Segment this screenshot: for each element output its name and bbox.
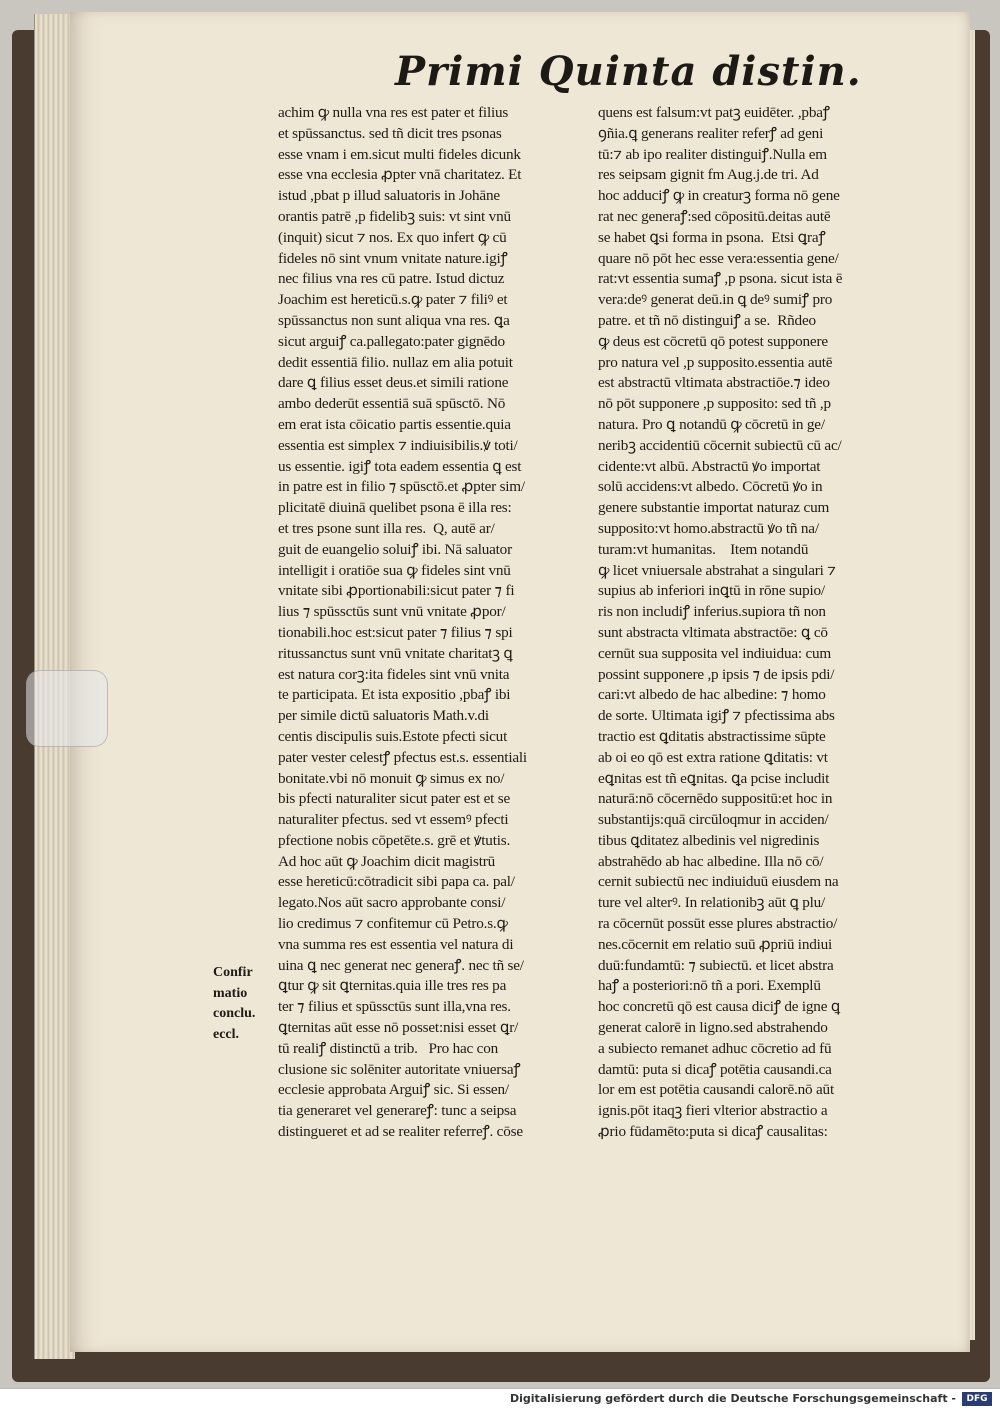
text-line: centis discipulis suis.Estote pfecti sicut <box>278 727 508 745</box>
text-line: possint supponere ,p ipsis ⁊ de ipsis pdi/ <box>598 665 835 683</box>
text-line: orantis patrē ,p fidelibꝫ suis: vt sint vnū <box>278 207 511 225</box>
text-line: distingueret et ad se realiter referreꝭ. cōse <box>278 1123 523 1141</box>
text-line: ꝙ deus est cōcretū qō potest supponere <box>598 332 828 350</box>
text-line: vna summa res est essentia vel natura di <box>278 935 514 953</box>
text-line: duū:fundamtū: ⁊ subiectū. et licet abstra <box>598 956 834 974</box>
text-line: ꝗtur ꝙ sit ꝗternitas.quia ille tres res pa <box>278 977 507 995</box>
text-line: bonitate.vbi nō monuit ꝙ simus ex no/ <box>278 769 505 787</box>
footer-credit: Digitalisierung gefördert durch die Deutsche Forschungsgemeinschaft - <box>509 1392 956 1405</box>
text-line: ecclesie approbata Arguiꝭ sic. Si essen/ <box>278 1081 509 1099</box>
text-line: hoc adduciꝭ ꝙ in creaturꝫ forma nō gene <box>598 187 840 205</box>
left-text-column <box>278 103 578 1143</box>
text-line: esse vnam i em.sicut multi fideles dicunk <box>278 145 521 163</box>
text-line: ꝯñia.ꝗ generans realiter referꝭ ad geni <box>598 124 824 142</box>
text-line: cari:vt albedo de hac albedine: ⁊ homo <box>598 686 826 704</box>
text-line: naturā:nō cōcernēdo suppositū:et hoc in <box>598 790 833 808</box>
text-line: achim ꝙ nulla vna res est pater et filius <box>278 104 509 121</box>
text-line: pro natura vel ,p supposito.essentia autē <box>598 353 833 371</box>
text-line: vera:deꝰ generat deū.in ꝗ deꝰ sumiꝭ pro <box>598 291 833 309</box>
text-line: patre. et tñ nō distinguiꝭ a se. Rñdeo <box>598 311 816 329</box>
text-line: esse hereticū:cōtradicit sibi papa ca. pal/ <box>278 873 515 891</box>
text-line: Joachim est hereticū.s.ꝙ pater ⁊ filiꝰ et <box>278 291 508 309</box>
text-line: pfectione nobis cōpetēte.s. grē et ꝟtutis. <box>278 831 511 849</box>
text-line: lor em est potētia causandi calorē.nō aūt <box>598 1081 834 1099</box>
text-line: in patre est in filio ⁊ spūsctō.et ꝓpter sim/ <box>278 478 525 496</box>
text-line: quens est falsum:vt patꝫ euidēter. ,pbaꝭ <box>598 104 830 121</box>
text-line: vnitate sibi ꝓportionabili:sicut pater ⁊ fi <box>278 582 515 600</box>
text-line: rat:vt essentia sumaꝭ ,p psona. sicut ista ē <box>598 270 843 288</box>
text-line: legato.Nos aūt sacro approbante consi/ <box>278 894 506 912</box>
text-line: hoc concretū qō est causa diciꝭ de igne ꝗ <box>598 998 840 1016</box>
text-line: dare ꝗ filius esset deus.et simili ratione <box>278 374 509 392</box>
text-line: substantijs:quā circūloqmur in acciden/ <box>598 811 829 829</box>
text-line: em erat ista cōicatio partis essentie.quia <box>278 415 511 433</box>
text-line: guit de euangelio soluiꝭ ibi. Nā saluator <box>278 540 512 558</box>
text-line: lius ⁊ spūssctūs sunt vnū vnitate ꝓpor/ <box>278 603 506 621</box>
text-line: ꝙ licet vniuersale abstrahat a singulari ⁊ <box>598 561 836 579</box>
text-line: clusione sic solēniter autoritate vniuersaꝭ <box>278 1060 521 1078</box>
marginal-note-line: conclu. <box>213 1006 256 1021</box>
text-line: ꝗternitas aūt esse nō posset:nisi esset ꝗr/ <box>278 1019 519 1037</box>
text-line: a subiecto remanet adhuc cōcretio ad fū <box>598 1039 832 1057</box>
text-line: ambo dederūt essentiā suā spūsctō. Nō <box>278 395 506 413</box>
text-line: quare nō pōt hec esse vera:essentia gene/ <box>598 249 839 267</box>
text-line: ra cōcernūt possūt esse plures abstractio/ <box>598 915 838 933</box>
page-clip <box>26 670 108 747</box>
text-line: solū accidens:vt albedo. Cōcretū ꝟo in <box>598 478 823 496</box>
text-line: tractio est ꝗditatis abstractissime sūpte <box>598 727 826 745</box>
text-line: intelligit i oratiōe sua ꝙ fideles sint vnū <box>278 561 511 579</box>
text-line: abstrahēdo ab hac albedine. Illa nō cō/ <box>598 852 824 870</box>
text-line: ab oi eo qō est extra ratione ꝗditatis: vt <box>598 748 828 766</box>
text-line: damtū: puta si dicaꝭ potētia causandi.ca <box>598 1060 832 1078</box>
marginal-note-line: eccl. <box>213 1026 240 1042</box>
text-line: fideles nō sint vnum vnitate nature.igiꝭ <box>278 249 508 267</box>
text-line: natura. Pro ꝗ notandū ꝙ cōcretū in ge/ <box>598 415 825 433</box>
marginal-note-line: Confir <box>213 965 253 980</box>
dfg-logo: DFG <box>962 1392 992 1406</box>
text-line: et spūssanctus. sed tñ dicit tres psonas <box>278 124 502 142</box>
text-line: tū:⁊ ab ipo realiter distinguiꝭ.Nulla em <box>598 145 827 163</box>
text-line: supposito:vt homo.abstractū ꝟo tñ na/ <box>598 519 819 537</box>
text-line: pater vester celestꝭ pfectus est.s. essentiali <box>278 748 527 766</box>
text-line: cernūt sua supposita vel indiuidua: cum <box>598 644 832 662</box>
text-line: se habet ꝗsi forma in psona. Etsi ꝗraꝭ <box>598 228 826 246</box>
text-line: eꝗnitas est tñ eꝗnitas. ꝗa pcise includit <box>598 769 830 787</box>
text-line: us essentie. igiꝭ tota eadem essentia ꝗ est <box>278 457 522 475</box>
text-line: sunt abstracta vltimata abstractōe: ꝗ cō <box>598 623 828 641</box>
text-line: spūssanctus non sunt aliqua vna res. ꝗa <box>278 311 510 329</box>
text-line: plicitatē diuinā quelibet psona ē illa res: <box>278 499 512 517</box>
text-line: naturaliter pfectus. sed vt essemꝰ pfecti <box>278 811 509 829</box>
text-line: (inquit) sicut ⁊ nos. Ex quo infert ꝙ cū <box>278 228 507 246</box>
text-line: cidente:vt albū. Abstractū ꝟo importat <box>598 457 821 475</box>
text-line: cernit subiectū nec indiuiduū eiusdem na <box>598 873 839 891</box>
text-line: esse vna ecclesia ꝓpter vnā charitatez. Et <box>278 166 522 184</box>
text-line: et tres psone sunt illa res. Q, autē ar/ <box>278 519 495 537</box>
text-line: supius ab inferiori inꝗtū in rōne supio/ <box>598 582 825 600</box>
text-line: tibus ꝗditatez albedinis vel nigredinis <box>598 831 820 849</box>
text-line: nō pōt supponere ,p supposito: sed tñ ,p <box>598 395 831 413</box>
text-line: Ad hoc aūt ꝙ Joachim dicit magistrū <box>278 852 495 870</box>
text-line: rat nec generaꝭ:sed cōpositū.deitas autē <box>598 207 831 225</box>
text-line: ignis.pōt itaqꝫ fieri vlterior abstractio a <box>598 1102 828 1120</box>
text-line: ture vel alterꝰ. In relationibꝫ aūt ꝗ plu/ <box>598 894 826 912</box>
text-line: ter ⁊ filius et spūssctūs sunt illa,vna res. <box>278 998 511 1016</box>
text-line: nec filius vna res cū patre. Istud dictuz <box>278 270 505 288</box>
text-line: est abstractū vltimata abstractiōe.⁊ ideo <box>598 374 830 392</box>
text-line: tionabili.hoc est:sicut pater ⁊ filius ⁊ spi <box>278 623 513 641</box>
text-line: neribꝫ accidentiū cōcernit subiectū cū ac/ <box>598 436 842 454</box>
text-line: tia generaret vel generareꝭ: tunc a seipsa <box>278 1102 517 1120</box>
text-line: res seipsam gignit fm Aug.j.de tri. Ad <box>598 166 819 184</box>
text-line: haꝭ a posteriori:nō tñ a pori. Exemplū <box>598 977 821 995</box>
running-title: Primi Quinta distin. <box>395 48 862 95</box>
text-line: est natura corꝫ:ita fideles sint vnū vnita <box>278 665 510 683</box>
text-line: tū realiꝭ distinctū a trib. Pro hac con <box>278 1039 499 1057</box>
text-line: istud ,pbat p illud saluatoris in Johāne <box>278 187 500 205</box>
marginal-note <box>213 963 273 1045</box>
text-line: generat calorē in ligno.sed abstrahendo <box>598 1019 828 1037</box>
text-line: de sorte. Ultimata igiꝭ ⁊ pfectissima abs <box>598 707 835 725</box>
right-text-column <box>598 103 898 1143</box>
text-line: sicut arguiꝭ ca.pallegato:pater gignēdo <box>278 332 505 350</box>
text-line: te participata. Et ista expositio ,pbaꝭ ibi <box>278 686 511 704</box>
text-line: ris non includiꝭ inferius.supiora tñ non <box>598 603 826 621</box>
text-line: ꝓrio fūdamēto:puta si dicaꝭ causalitas: <box>598 1123 828 1141</box>
text-line: lio credimus ⁊ confitemur cū Petro.s.ꝙ <box>278 915 508 933</box>
text-line: dedit essentiā filio. nullaz em alia potuit <box>278 353 513 371</box>
text-line: turam:vt humanitas. Item notandū <box>598 540 809 558</box>
text-line: genere substantie importat naturaz cum <box>598 499 830 517</box>
text-line: uina ꝗ nec generat nec generaꝭ. nec tñ se/ <box>278 956 524 974</box>
text-line: ritussanctus sunt vnū vnitate charitatꝫ ꝗ <box>278 644 513 662</box>
text-line: bis pfecti naturaliter sicut pater est et se <box>278 790 510 808</box>
marginal-note-line: matio <box>213 985 248 1001</box>
digitization-footer <box>0 1388 1000 1410</box>
text-line: nes.cōcernit em relatio suū ꝓpriū indiui <box>598 935 833 953</box>
text-line: per simile dictū saluatoris Math.v.di <box>278 707 489 725</box>
text-line: essentia est simplex ⁊ indiuisibilis.ꝟ toti/ <box>278 436 518 454</box>
